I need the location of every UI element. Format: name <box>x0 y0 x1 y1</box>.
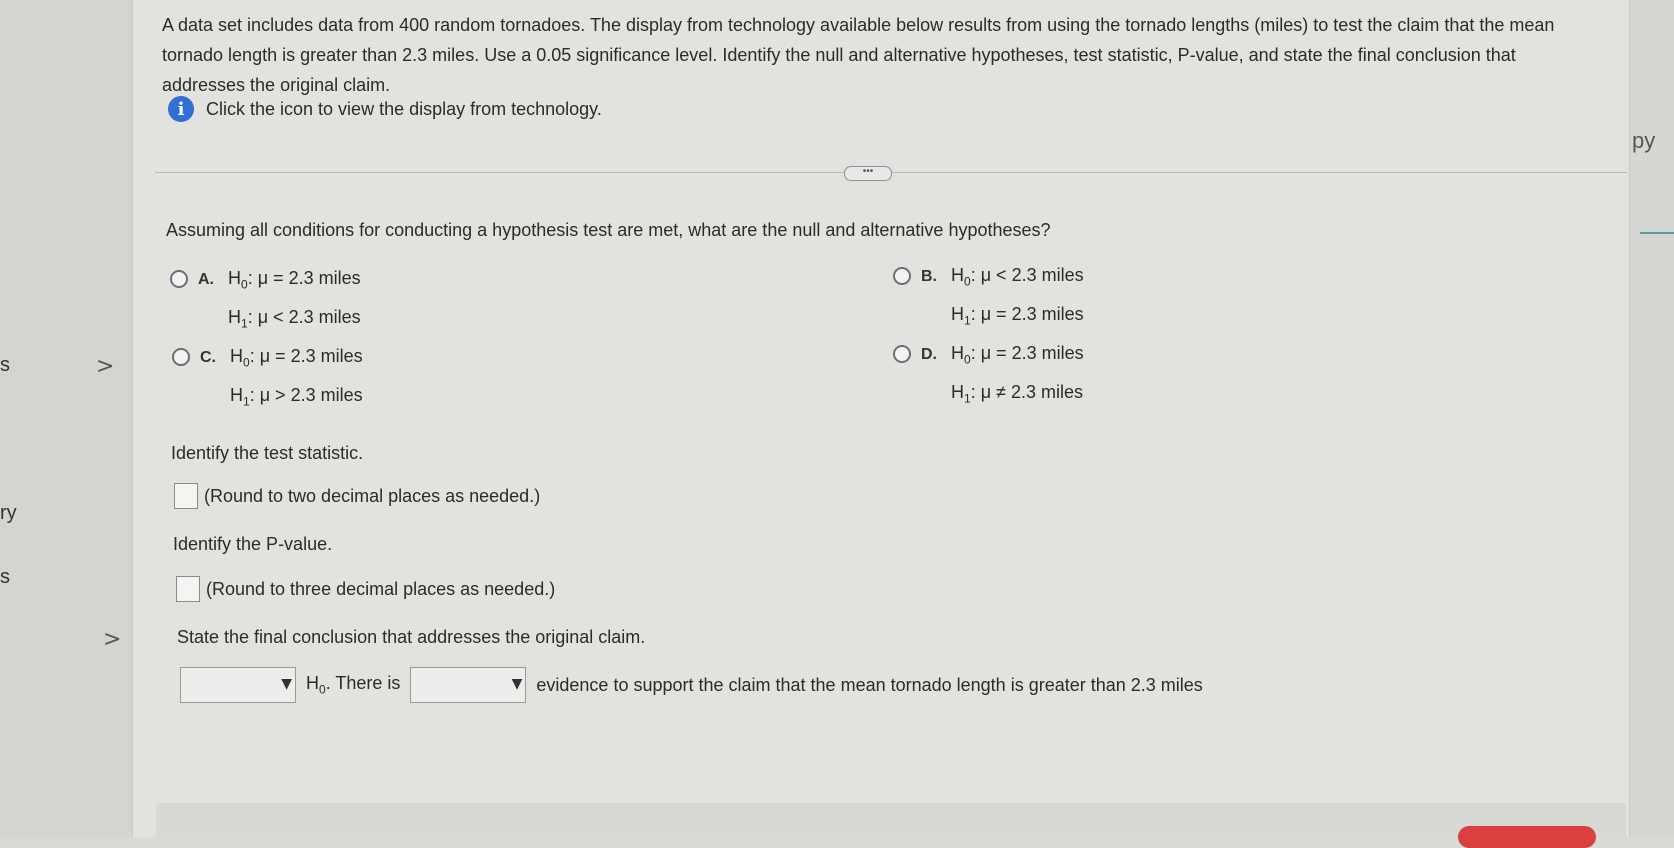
sidebar-chevron-1[interactable]: > <box>96 354 115 379</box>
hypotheses-prompt: Assuming all conditions for conducting a hypothesis test are met, what are the null and alternative hypotheses? <box>166 220 1051 240</box>
option-b-h1: : μ = 2.3 miles <box>970 303 1084 324</box>
conclusion-row <box>180 667 1213 703</box>
sidebar-chevron-2[interactable]: > <box>103 627 122 652</box>
right-accent-line <box>1640 232 1674 234</box>
dropdown-caret-icon-2: ▼ <box>511 676 523 692</box>
option-a[interactable] <box>170 268 361 339</box>
option-a-letter: A. <box>198 271 214 288</box>
right-edge-text: py <box>1632 128 1656 153</box>
conclusion-text-tail: evidence to support the claim that the mean tornado length is greater than 2.3 miles <box>536 674 1203 695</box>
option-d-h1: : μ ≠ 2.3 miles <box>970 381 1083 402</box>
option-c[interactable] <box>172 346 363 417</box>
test-statistic-hint: (Round to two decimal places as needed.) <box>204 485 541 506</box>
evidence-level-dropdown[interactable] <box>410 667 526 703</box>
option-c-text: $H_0$: μ = 2.3 miles $H_1$: μ > 2.3 miles <box>230 346 363 409</box>
option-c-letter: C. <box>200 349 216 366</box>
option-d[interactable] <box>893 343 1084 414</box>
reject-decision-dropdown[interactable] <box>180 667 296 703</box>
option-b-h0: : μ < 2.3 miles <box>970 265 1084 285</box>
info-icon[interactable]: i <box>168 96 194 122</box>
p-value-prompt: Identify the P-value. <box>173 534 333 554</box>
sidebar-label-2: ry <box>0 502 17 524</box>
option-d-h0: : μ = 2.3 miles <box>970 343 1084 363</box>
test-statistic-row <box>174 483 540 509</box>
sidebar-label-3: s <box>0 566 10 588</box>
p-value-input[interactable] <box>176 576 200 602</box>
question-text: A data set includes data from 400 random tornadoes. The display from technology available below results from using the tornado lengths (miles) to test the claim that the mean tornado length is greater than 2.3 miles. Use a 0.05 significance level. Identify the null and alternative hypotheses, test statistic, P-value, and state the final conclusion that addresses the original claim. <box>162 15 1555 95</box>
info-link-text[interactable]: Click the icon to view the display from technology. <box>206 98 602 119</box>
option-b-letter: B. <box>921 268 937 285</box>
option-b[interactable] <box>893 265 1084 336</box>
option-a-h0: : μ = 2.3 miles <box>247 268 361 288</box>
question-panel <box>132 0 1630 837</box>
option-b-text: $H_0$: μ < 2.3 miles $H_1$: μ = 2.3 miles <box>951 265 1084 328</box>
p-value-hint: (Round to three decimal places as needed.) <box>206 578 556 599</box>
option-c-radio[interactable] <box>172 348 190 366</box>
option-c-h1: : μ > 2.3 miles <box>249 384 363 405</box>
dropdown-caret-icon: ▼ <box>281 676 292 692</box>
option-d-letter: D. <box>921 346 937 363</box>
more-button[interactable]: ••• <box>844 166 892 181</box>
option-a-radio[interactable] <box>170 270 188 288</box>
option-a-text: $H_0$: μ = 2.3 miles $H_1$: μ < 2.3 miles <box>228 268 361 331</box>
test-statistic-input[interactable] <box>174 483 198 509</box>
left-sidebar <box>0 0 132 837</box>
option-d-text: $H_0$: μ = 2.3 miles $H_1$: μ ≠ 2.3 miles <box>951 343 1084 406</box>
option-b-radio[interactable] <box>893 267 911 285</box>
option-d-radio[interactable] <box>893 345 911 363</box>
conclusion-text-h0: $H_0$. There is <box>306 673 401 697</box>
conclusion-prompt: State the final conclusion that addresses the original claim. <box>177 627 646 647</box>
action-button[interactable] <box>1458 826 1596 848</box>
info-row[interactable] <box>168 96 602 122</box>
sidebar-label-1: s <box>0 354 10 376</box>
test-statistic-prompt: Identify the test statistic. <box>171 443 364 463</box>
right-sidebar <box>1628 0 1674 837</box>
option-a-h1: : μ < 2.3 miles <box>247 306 361 327</box>
p-value-row <box>176 576 555 602</box>
bottom-toolbar <box>156 803 1626 837</box>
option-c-h0: : μ = 2.3 miles <box>249 346 363 366</box>
